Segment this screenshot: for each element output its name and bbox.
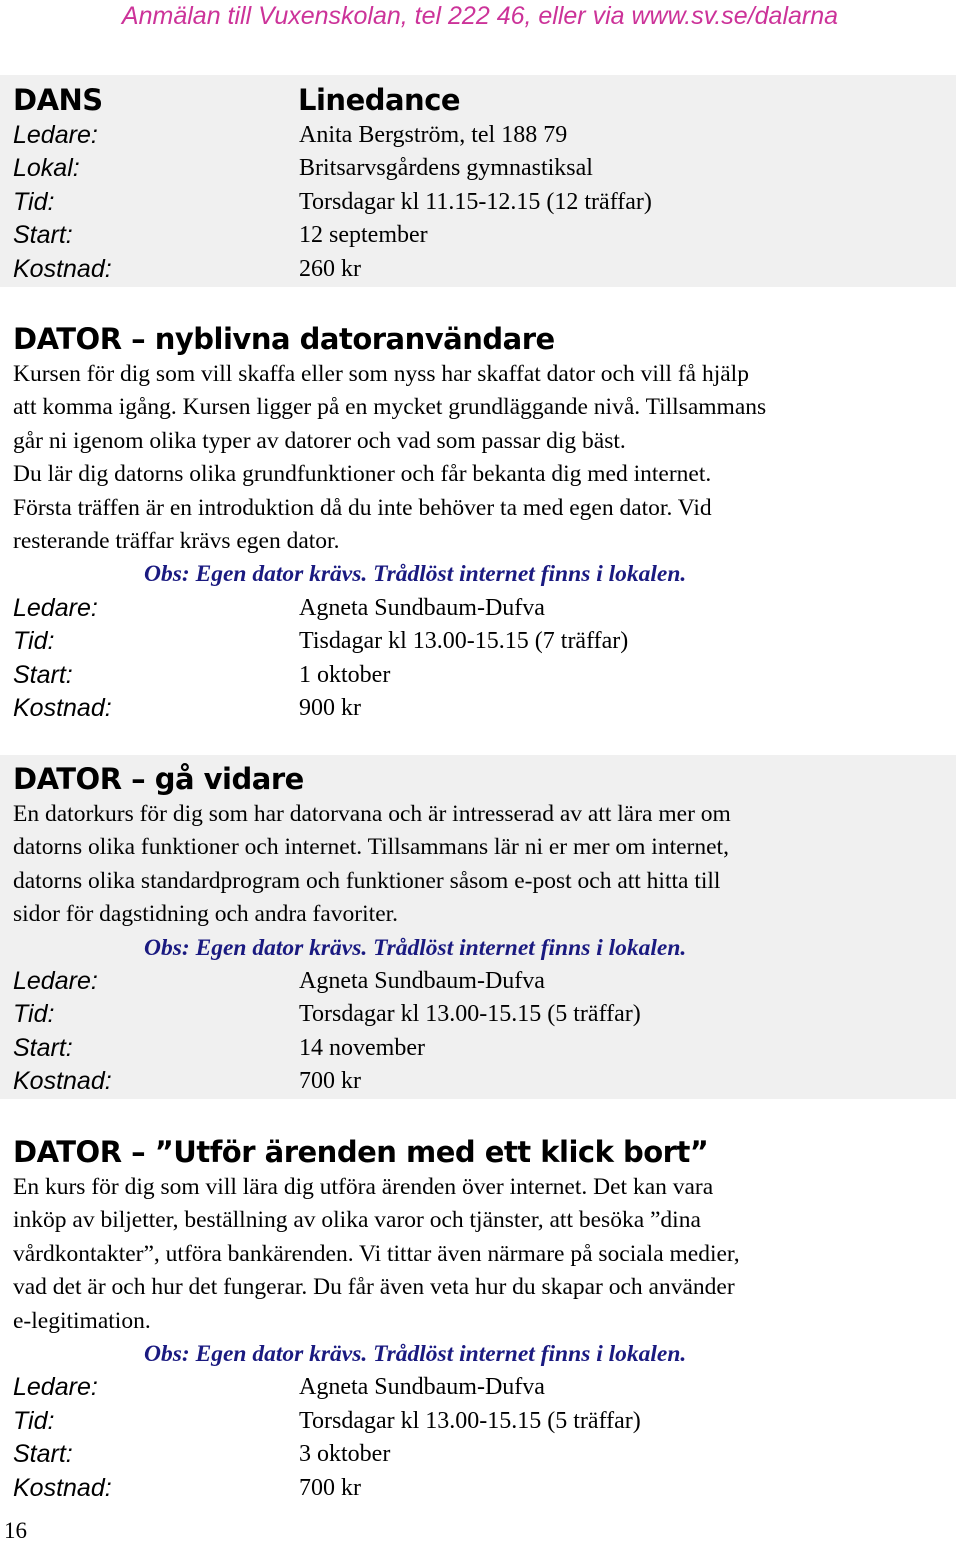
description-line: datorns olika funktioner och internet. Tillsammans lär ni er mer om internet, <box>13 834 729 861</box>
field-value: Tisdagar kl 13.00-15.15 (7 träffar) <box>299 628 629 655</box>
field-row <box>13 1472 956 1505</box>
course-heading <box>13 81 956 119</box>
field-value: 12 september <box>299 222 428 249</box>
field-row <box>13 625 956 658</box>
field-row <box>13 1032 956 1065</box>
course-title: DATOR – gå vidare <box>13 762 304 796</box>
page-header: Anmälan till Vuxenskolan, tel 222 46, eller via www.sv.se/dalarna <box>121 2 839 30</box>
course-note: Obs: Egen dator krävs. Trådlöst internet finns i lokalen. <box>144 934 687 961</box>
field-label: Kostnad: <box>13 1473 112 1502</box>
field-row <box>13 152 956 185</box>
field-label: Kostnad: <box>13 254 112 283</box>
page-number: 16 <box>4 1518 27 1543</box>
description-line: Första träffen är en introduktion då du inte behöver ta med egen dator. Vid <box>13 494 712 521</box>
field-row <box>13 965 956 998</box>
description-line: vårdkontakter”, utföra bankärenden. Vi tittar även närmare på sociala medier, <box>13 1240 740 1267</box>
course-description <box>13 358 956 558</box>
field-label: Ledare: <box>13 593 98 622</box>
description-line: En kurs för dig som vill lära dig utföra ärenden över internet. Det kan vara <box>13 1174 714 1200</box>
field-row <box>13 998 956 1031</box>
field-row <box>13 692 956 725</box>
description-line: resterande träffar krävs egen dator. <box>13 528 340 555</box>
course-category: DANS <box>13 83 103 117</box>
description-line: Du lär dig datorns olika grundfunktioner och får bekanta dig med internet. <box>13 461 712 488</box>
field-value: 1 oktober <box>299 661 391 688</box>
field-label: Kostnad: <box>13 1067 112 1096</box>
field-value: 900 kr <box>299 695 361 722</box>
field-value: Britsarvsgårdens gymnastiksal <box>299 155 593 182</box>
course-dator-nyblivna <box>0 320 956 725</box>
field-row <box>13 219 956 252</box>
field-value: Torsdagar kl 11.15-12.15 (12 träffar) <box>299 188 652 215</box>
field-row <box>13 1371 956 1404</box>
field-label: Start: <box>13 221 73 250</box>
field-value: Agneta Sundbaum-Dufva <box>299 968 545 995</box>
field-row <box>13 1438 956 1471</box>
field-value: Agneta Sundbaum-Dufva <box>299 594 545 621</box>
field-label: Tid: <box>13 187 55 216</box>
description-line: Kursen för dig som vill skaffa eller som nyss har skaffat dator och vill få hjälp <box>13 361 749 387</box>
course-note: Obs: Egen dator krävs. Trådlöst internet finns i lokalen. <box>144 1341 687 1368</box>
field-row <box>13 119 956 152</box>
field-label: Ledare: <box>13 967 98 996</box>
description-line: En datorkurs för dig som har datorvana och är intresserad av att lära mer om <box>13 801 731 827</box>
field-row <box>13 253 956 286</box>
course-title: DATOR – ”Utför ärenden med ett klick bort” <box>13 1135 709 1169</box>
field-value: 700 kr <box>299 1068 361 1095</box>
field-value: Torsdagar kl 13.00-15.15 (5 träffar) <box>299 1001 641 1028</box>
field-label: Ledare: <box>13 121 98 149</box>
field-value: Anita Bergström, tel 188 79 <box>299 122 568 148</box>
description-line: vad det är och hur det fungerar. Du får även veta hur du skapar och använder <box>13 1274 735 1301</box>
field-label: Start: <box>13 1440 73 1469</box>
course-description <box>13 798 956 932</box>
course-note: Obs: Egen dator krävs. Trådlöst internet finns i lokalen. <box>144 561 687 588</box>
description-line: går ni igenom olika typer av datorer och vad som passar dig bäst. <box>13 427 626 454</box>
field-row <box>13 1065 956 1098</box>
field-value: Agneta Sundbaum-Dufva <box>299 1374 545 1401</box>
field-label: Tid: <box>13 1406 55 1435</box>
field-label: Ledare: <box>13 1373 98 1402</box>
field-value: Torsdagar kl 13.00-15.15 (5 träffar) <box>299 1407 641 1434</box>
field-label: Tid: <box>13 627 55 656</box>
field-label: Start: <box>13 1033 73 1062</box>
course-dator-arenden <box>0 1133 956 1505</box>
field-value: 700 kr <box>299 1474 361 1501</box>
description-line: e-legitimation. <box>13 1307 151 1334</box>
field-row <box>13 659 956 692</box>
description-line: inköp av biljetter, beställning av olika varor och tjänster, att besöka ”dina <box>13 1207 701 1234</box>
description-line: datorns olika standardprogram och funktioner såsom e-post och att hitta till <box>13 867 721 894</box>
description-line: sidor för dagstidning och andra favoriter. <box>13 901 399 928</box>
course-title: DATOR – nyblivna datoranvändare <box>13 322 555 356</box>
field-label: Start: <box>13 660 73 689</box>
field-value: 14 november <box>299 1034 425 1061</box>
course-dator-ga-vidare <box>0 755 956 1099</box>
course-title: Linedance <box>298 83 461 117</box>
field-label: Kostnad: <box>13 694 112 723</box>
field-row <box>13 592 956 625</box>
field-value: 260 kr <box>299 255 361 282</box>
field-row <box>13 186 956 219</box>
field-row <box>13 1405 956 1438</box>
field-label: Lokal: <box>13 154 80 183</box>
field-label: Tid: <box>13 1000 55 1029</box>
description-line: att komma igång. Kursen ligger på en mycket grundläggande nivå. Tillsammans <box>13 394 767 421</box>
course-linedance <box>0 75 956 287</box>
field-value: 3 oktober <box>299 1441 391 1468</box>
course-description <box>13 1171 956 1338</box>
